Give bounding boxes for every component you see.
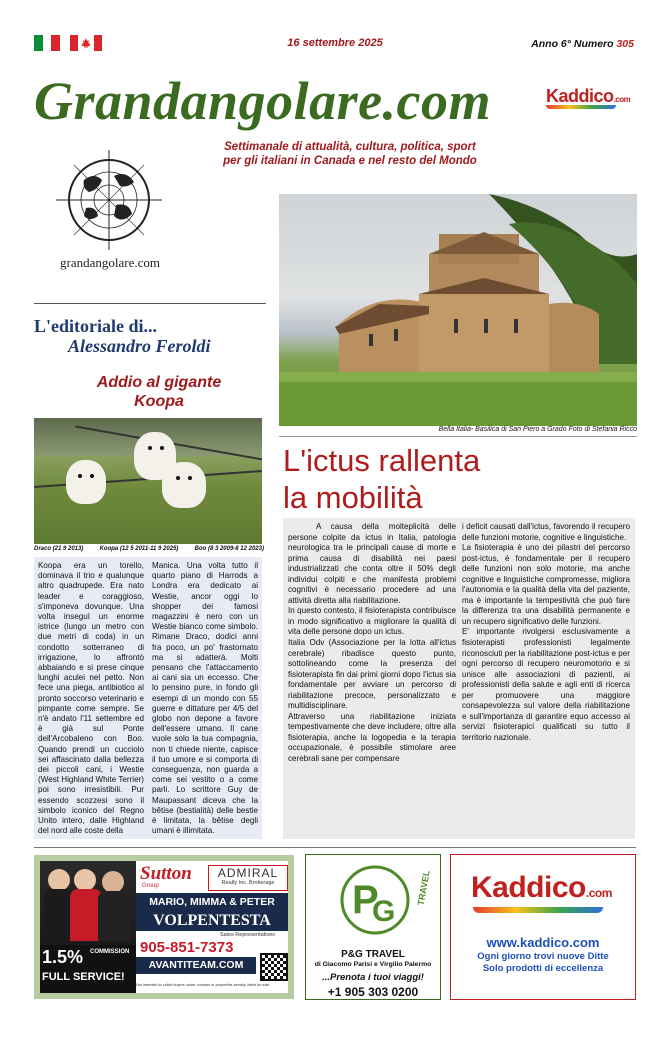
commission-percent: 1.5% <box>42 947 84 967</box>
pg-name: P&G TRAVEL <box>341 949 405 960</box>
editorial-title: Addio al gigante Koopa <box>96 374 222 410</box>
kaddico-line2: Solo prodotti di eccellenza <box>482 963 604 974</box>
divider <box>279 436 637 437</box>
photo-caption: Bella Italia- Basilica di San Piero a Grado Foto di Stefania Ricco <box>438 426 637 433</box>
full-service-label: FULL SERVICE! <box>42 971 125 983</box>
kaddico-header-logo[interactable]: Kaddico.com <box>546 86 630 109</box>
tagline: Settimanale di attualità, cultura, politica, sport per gli italiani in Canada e nel resto del Mondo <box>223 141 477 167</box>
issue-number: Anno 6° Numero 305 <box>531 38 634 50</box>
issue-date: 16 settembre 2025 <box>287 37 383 49</box>
editorial-body <box>34 557 262 839</box>
commission-label: COMMISSION <box>90 949 130 955</box>
ad-names: MARIO, MIMMA & PETER <box>136 893 288 911</box>
kaddico-ad[interactable] <box>450 854 636 1000</box>
pg-travel-word: TRAVEL <box>415 869 432 907</box>
kaddico-url[interactable]: www.kaddico.com <box>486 935 600 950</box>
sutton-brand-sub: Group <box>142 883 159 889</box>
dogs-photo <box>34 418 262 544</box>
article-body <box>283 518 635 839</box>
editorial-column-1: Koopa era un torello, dominava il trio e qualunque altro quadrupede. Era nato leader e coraggioso, s'imponeva dovunque. Una volta inseguì un enorme istrice (lungo un metro con due metri di coda) in un condotto sotterraneo di irrigazione, lo affrontò abbaiando e si prese cinque lunghi aculei nel petto. Non fece una piega, antibiotico al pronto soccorso veterinario e pimpante come sempre. Se n'è andato l'11 settembre ed è già sul Ponte dell'Arcobaleno con Boo. Quando prendi un cucciolo sei affascinato dalla bellezza dei piccoli cani, i Westie (West Highland White Terrier) poi sono irresistibili. Pur essendo scozzesi sono il simbolo iconico del Regno Unito intero, dalle Highland del nord alle coste della <box>38 561 144 835</box>
svg-text:G: G <box>372 895 396 928</box>
admiral-sub: Realty Inc. Brokerage <box>221 880 275 886</box>
pg-owners: di Giacomo Parisi e Virgilio Palermo <box>314 961 432 968</box>
dog-draco-icon <box>66 460 106 504</box>
kaddico-ad-logo: Kaddico.com <box>471 871 612 904</box>
sutton-ad[interactable] <box>34 855 294 999</box>
masthead-title: Grandangolare.com <box>34 71 492 131</box>
kaddico-header-logo-text: Kaddico <box>546 86 614 106</box>
ad-role: Sales Representatives <box>220 932 276 938</box>
kaddico-swoosh-icon <box>473 907 603 913</box>
pg-slogan: ...Prenota i tuoi viaggi! <box>322 972 424 983</box>
pg-phone[interactable]: +1 905 303 0200 <box>327 985 419 999</box>
divider <box>34 847 636 848</box>
dogs-caption: Draco (21 9 2013) Koopa (12 5 2011-11 9 2025) Boo (8 3 2009-8 12 2023) <box>34 546 264 552</box>
editorial-heading: L'editoriale di... <box>34 316 157 336</box>
ad-website[interactable]: AVANTITEAM.COM <box>136 957 256 974</box>
svg-text:P: P <box>352 878 379 922</box>
ad-disclaimer: Not intended to solicit buyers under contract or properties already listed for sale. <box>136 983 271 987</box>
admiral-brand: ADMIRAL <box>217 866 279 880</box>
article-headline: L'ictus rallenta la mobilità <box>283 443 481 515</box>
pg-travel-logo-icon <box>340 865 410 935</box>
pg-travel-ad[interactable] <box>305 854 441 1000</box>
article-column-1: A causa della molteplicità delle persone colpite da ictus in Italia, patologia neurologica tra le principali cause di morte e prima causa di disabilità nei paesi industrializzati che conta oltre il 50% degli individui colpiti e che manifesta problemi cognitivi è necessario procedere ad una attività diretta alla riabilitazione. In questo contesto, il fisioterapista contribuisce in modo significativo a migliorare la qualità di vita delle persone dopo un ictus. Italia Odv (Associazione per la lotta all'ictus cerebrale) ribadisce questo punto, sottolineando come la presenza del fisioterapista fin dai primi giorni dopo l'ictus sia fondamentale per avviare un percorso di riabilitazione precoce, personalizzato e multidisciplinare. Attraverso una riabilitazione iniziata tempestivamente che deve includere, oltre alla fisioterapia, anche la logopedia e la terapia occupazionale, è possibile stimolare aree cerebrali sane per compensare <box>288 522 456 764</box>
divider <box>34 303 266 304</box>
dog-boo-icon <box>162 462 206 508</box>
editorial-author: Alessandro Feroldi <box>68 336 211 356</box>
sutton-brand: Sutton <box>140 863 192 884</box>
ad-surname: VOLPENTESTA <box>136 911 288 931</box>
editorial-column-2: Manica. Una volta tutto il quarto piano di Harrods a Londra era dedicato ai Westie, ancor oggi lo shopper dei famosi magazzini è nero con un Westie bianco come simbolo. Rimane Draco, dodici anni fra poco, un po' frastornato ma si adatterà. Molti pensano che l'attaccamento ai cani sia un eccesso. Che lo pensino pure, in fondo gli esempi di un mondo con 55 guerre e dittature per 4/5 del globo non depone a favore dell'essere umano. Il cane vuole solo la tua compagnia, non ti chiede niente, capisce il tuo umore e si comporta di conseguenza, non guarda a come sei vestito o a come parli. Lo scrittore Guy de Maupassant diceva che la bêtise (bestialità) delle bestie è limitata, la bêtise degli umani è illimitata. <box>152 561 258 835</box>
logo-text: grandangolare.com <box>60 255 160 270</box>
ad-phone[interactable]: 905-851-7373 <box>140 939 234 956</box>
kaddico-line1: Ogni giorno trovi nuove Ditte <box>477 951 609 962</box>
basilica-photo <box>279 194 637 426</box>
qr-code-icon[interactable] <box>260 953 288 981</box>
article-column-2: i deficit causati dall'ictus, favorendo il recupero delle funzioni motorie, cognitive e linguistiche. La fisioterapia è uno dei pilastri del percorso post-ictus, è fondamentale per il recupero delle funzioni non solo motorie, ma anche cognitive e linguistiche compromesse, migliora l'autonomia e la qualità della vita del paziente, ma è importante la tempestività che può fare la differenza tra una disabilità permanente e un recupero significativo delle funzioni. E' importante rivolgersi esclusivamente a fisioterapisti professionisti legalmente riconosciuti per la riabilitazione post-ictus e per ogni percorso di recupero neuromotorio e si unisce alle associazioni di pazienti, ai professionisti della salute e agli enti di ricerca per promuovere una maggiore consapevolezza sul valore della riabilitazione e sull'importanza di garantire equo accesso ai servizi fisioterapici qualificati su tutto il territorio nazionale. <box>462 522 630 742</box>
globe-logo-icon <box>54 150 164 250</box>
